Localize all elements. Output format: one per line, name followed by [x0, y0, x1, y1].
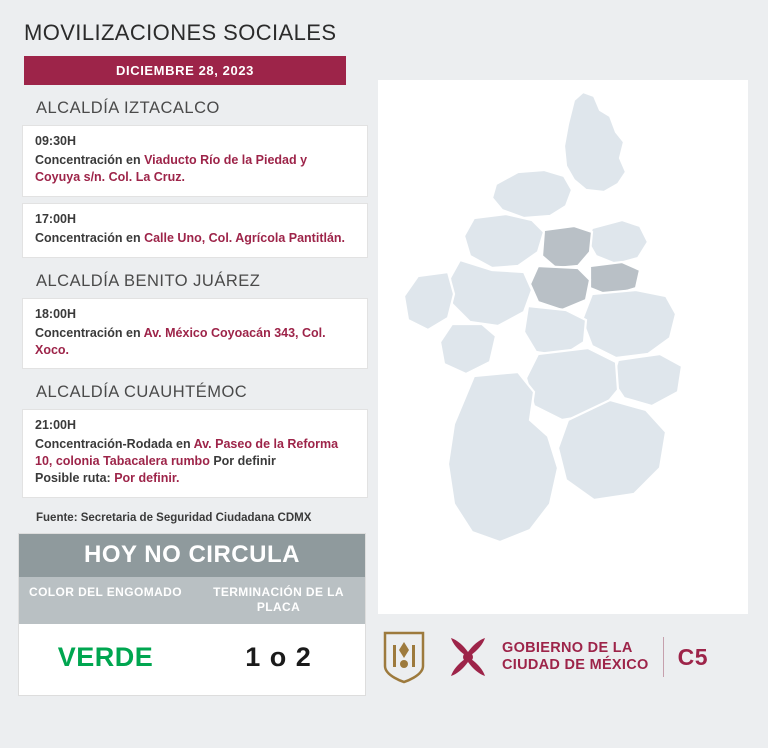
- cdmx-map-svg: [378, 80, 748, 614]
- event-location: Viaducto Río de la Piedad y Coyuya s/n. Col. La Cruz.: [35, 153, 308, 184]
- event-card: [22, 203, 368, 258]
- event-location: Calle Uno, Col. Agrícola Pantitlán.: [144, 230, 346, 245]
- borough-title-iztacalco: ALCALDÍA IZTACALCO: [36, 99, 220, 117]
- map-region-benito-juarez: [530, 266, 590, 310]
- event-route-value: Por definir.: [114, 471, 180, 486]
- event-description: [35, 325, 355, 359]
- cdmx-x-mark-icon: [444, 633, 492, 681]
- borough-title-benito-juarez: ALCALDÍA BENITO JUÁREZ: [36, 271, 261, 290]
- hoy-no-circula-title: HOY NO CIRCULA: [19, 534, 365, 577]
- event-lead: Concentración: [35, 230, 123, 245]
- map-region-gustavo-a-madero: [564, 92, 626, 192]
- map-region-venustiano-carranza: [588, 220, 648, 264]
- event-lead: Concentración: [35, 325, 123, 340]
- column-header-color: COLOR DEL ENGOMADO: [29, 585, 182, 599]
- cdmx-map-panel: [378, 80, 748, 614]
- event-card: [22, 409, 368, 498]
- event-description: [35, 436, 355, 487]
- borough-title-cuauhtemoc: ALCALDÍA CUAUHTÉMOC: [36, 383, 248, 402]
- plate-ending-value: 1 o 2: [245, 642, 312, 672]
- event-lead: Concentración-Rodada: [35, 437, 173, 452]
- map-region-miguel-hidalgo: [464, 214, 544, 268]
- sticker-color-value: VERDE: [57, 642, 154, 672]
- hoy-no-circula-values: [19, 624, 365, 695]
- footer-logos: [378, 622, 748, 692]
- value-cell-plate: [192, 642, 365, 673]
- c5-label: C5: [677, 643, 708, 670]
- event-card: [22, 298, 368, 370]
- event-time: 18:00H: [35, 306, 76, 321]
- map-region-cuauhtemoc: [542, 226, 592, 268]
- column-header-plate: TERMINACIÓN DE LA PLACA: [213, 585, 344, 614]
- event-connector: en: [122, 153, 145, 167]
- event-lead: Concentración: [35, 153, 123, 167]
- event-connector: en: [122, 230, 145, 245]
- government-line-1: GOBIERNO DE LA: [502, 639, 633, 656]
- hoy-no-circula-panel: [18, 533, 366, 696]
- event-route-label: Posible ruta:: [35, 471, 115, 486]
- event-time: 09:30H: [35, 134, 76, 148]
- event-location: Av. México Coyoacán 343, Col. Xoco.: [35, 325, 326, 357]
- government-line-2: CIUDAD DE MÉXICO: [502, 657, 649, 673]
- cdmx-shield-icon: [382, 630, 426, 684]
- event-location: Av. Paseo de la Reforma 10, colonia Tabacalera rumbo: [35, 437, 339, 469]
- event-card: [22, 125, 368, 197]
- map-region-alvaro-obregon: [450, 260, 532, 326]
- map-region-magdalena-contreras: [440, 324, 496, 374]
- date-bar: DICIEMBRE 28, 2023: [24, 56, 346, 85]
- event-description: [35, 230, 355, 247]
- source-note: Fuente: Secretaria de Seguridad Ciudadana CDMX: [36, 512, 312, 524]
- value-cell-color: [19, 642, 192, 673]
- mobilizations-column: [22, 20, 368, 524]
- event-connector: en: [122, 325, 144, 340]
- event-description: [35, 152, 355, 186]
- map-region-azcapotzalco: [492, 170, 572, 218]
- footer-divider: [663, 637, 664, 677]
- event-time: 17:00H: [35, 211, 76, 226]
- government-name: [502, 640, 649, 674]
- map-region-cuajimalpa: [404, 272, 454, 330]
- page-title: MOVILIZACIONES SOCIALES: [24, 20, 337, 45]
- map-region-iztapalapa: [582, 290, 676, 358]
- event-connector: en: [172, 437, 194, 452]
- map-region-tlahuac: [612, 354, 682, 406]
- event-destination: Por definir: [209, 454, 276, 469]
- event-time: 21:00H: [35, 418, 76, 433]
- hoy-no-circula-headers: [19, 577, 365, 624]
